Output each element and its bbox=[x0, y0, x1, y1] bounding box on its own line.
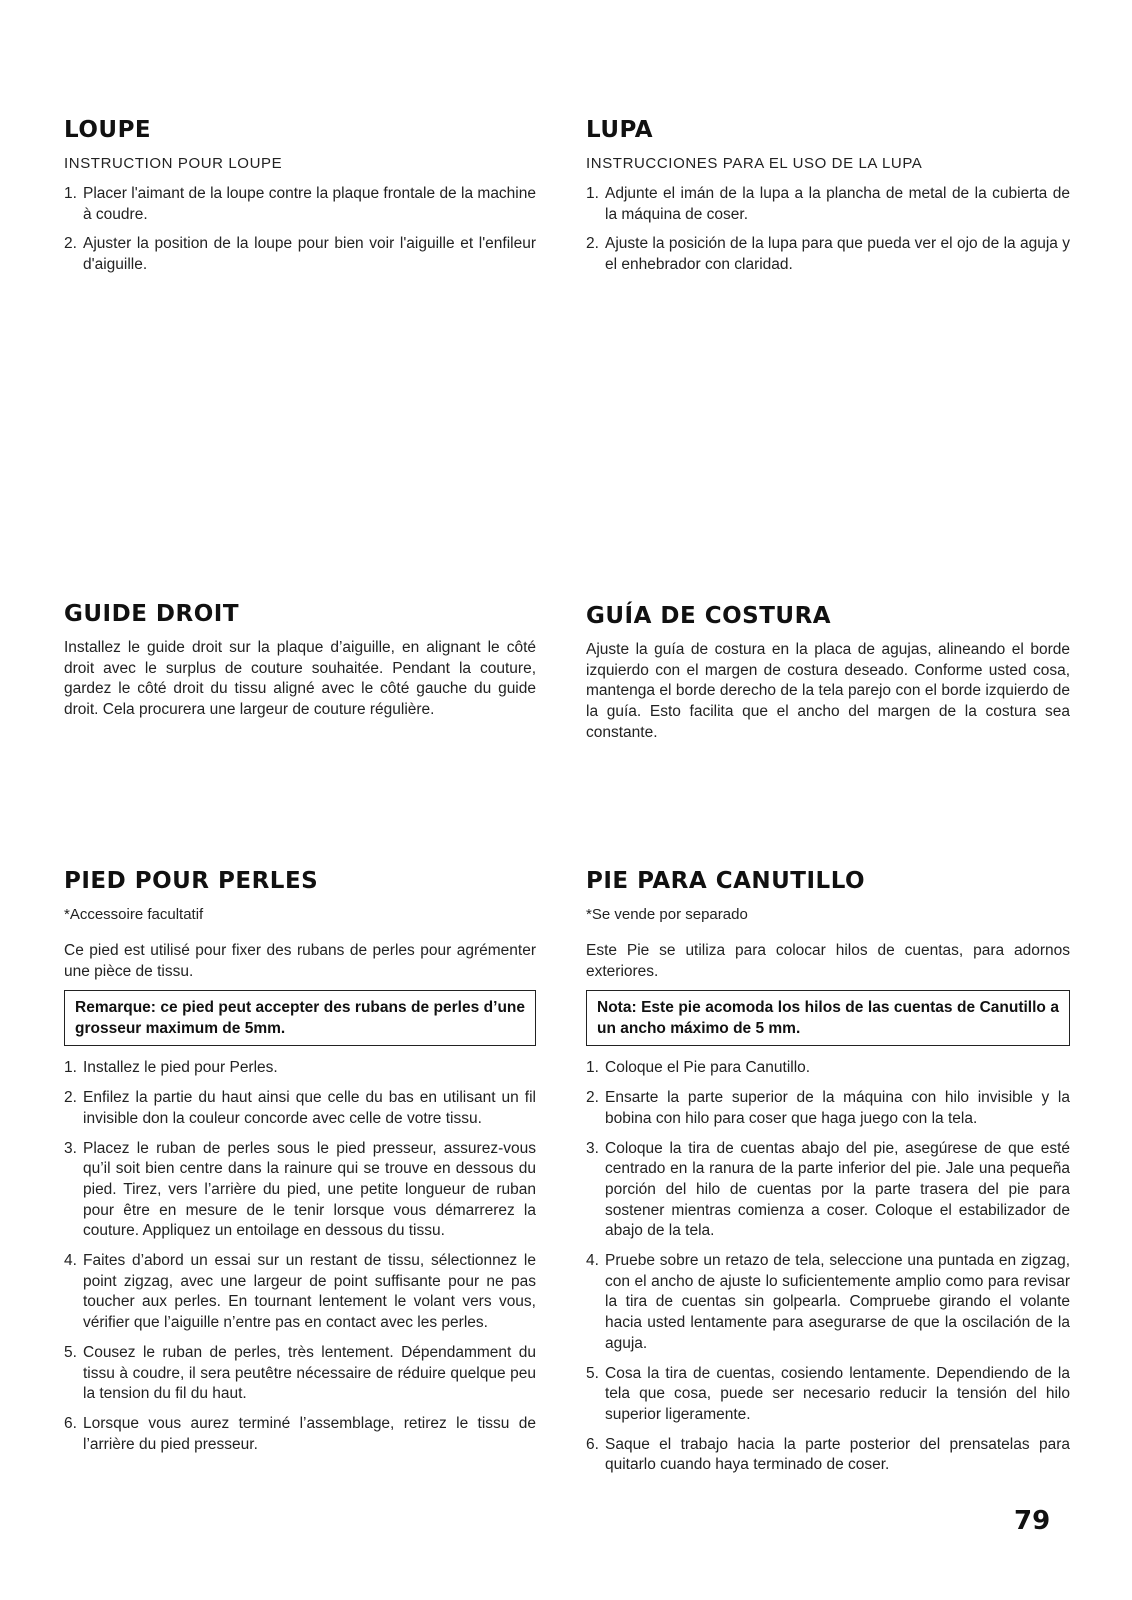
section-subtitle: *Accessoire facultatif bbox=[64, 906, 204, 923]
list-item: 6. Lorsque vous aurez terminé l’assemblage, retirez le tissu de l’arrière du pied presseur. bbox=[64, 1414, 536, 1453]
section-pie-canutillo bbox=[586, 867, 1070, 1485]
note-box: Nota: Este pie acomoda los hilos de las cuentas de Canutillo a un ancho máximo de 5 mm. bbox=[586, 990, 1070, 1046]
section-text: Installez le guide droit sur la plaque d’aiguille, en alignant le côté droit avec le surplus de couture souhaitée. Pendant la couture, gardez le côté droit du tissu aligné avec le côté gauche du guide droit. Cela procurera une largeur de couture régulière. bbox=[64, 639, 536, 719]
section-intro: Este Pie se utiliza para colocar hilos de cuentas, para adornos exteriores. bbox=[586, 942, 1070, 980]
section-title: GUIDE DROIT bbox=[64, 601, 240, 627]
list-item: 2. Ajuste la posición de la lupa para que pueda ver el ojo de la aguja y el enhebrador con claridad. bbox=[586, 235, 1070, 274]
section-subtitle: INSTRUCTION POUR LOUPE bbox=[64, 155, 283, 172]
section-title: PIED POUR PERLES bbox=[64, 868, 319, 894]
section-subtitle: INSTRUCCIONES PARA EL USO DE LA LUPA bbox=[586, 155, 923, 172]
list-item: 6. Saque el trabajo hacia la parte posterior del prensatelas para quitarlo cuando haya terminado de coser. bbox=[586, 1435, 1070, 1474]
list-item: 1. Placer l'aimant de la loupe contre la plaque frontale de la machine à coudre. bbox=[64, 185, 536, 223]
list-item: 4. Faites d’abord un essai sur un restant de tissu, sélectionnez le point zigzag, avec une largeur de point suffisante pour ne pas toucher aux perles. En tournant lentement le volant vers vous, vérifier que l’aiguille n’entre pas en contact avec les perles. bbox=[64, 1252, 536, 1332]
list-item: 5. Cousez le ruban de perles, très lentement. Dépendamment du tissu à coudre, il sera peutêtre nécessaire de réduire quelque peu la tension du fil du haut. bbox=[64, 1343, 536, 1403]
instruction-list bbox=[586, 184, 1070, 276]
section-guide-droit bbox=[64, 600, 536, 721]
list-item: 4. Pruebe sobre un retazo de tela, seleccione una puntada en zigzag, con el ancho de ajuste lo suficientemente amplio como para revisar la tira de cuentas sin golpearla. Compruebe girando el volante hacia usted lentamente para asegurarse de que la oscilación de la aguja. bbox=[586, 1252, 1070, 1352]
list-item: 2. Ensarte la parte superior de la máquina con hilo invisible y la bobina con hilo para coser que haga juego con la tela. bbox=[586, 1089, 1070, 1127]
list-item: 1. Installez le pied pour Perles. bbox=[64, 1059, 278, 1077]
instruction-list bbox=[64, 184, 536, 276]
section-guia-costura bbox=[586, 602, 1070, 744]
list-item: 1. Adjunte el imán de la lupa a la plancha de metal de la cubierta de la máquina de coser. bbox=[586, 185, 1070, 223]
list-item: 5. Cosa la tira de cuentas, cosiendo lentamente. Dependiendo de la tela que cosa, puede ser necesario reducir la tensión del hilo superior ligeramente. bbox=[586, 1364, 1070, 1423]
section-title: LUPA bbox=[586, 117, 654, 143]
list-item: 2. Enfilez la partie du haut ainsi que celle du bas en utilisant un fil invisible don la couleur concorde avec celle de votre tissu. bbox=[64, 1089, 536, 1127]
note-box: Remarque: ce pied peut accepter des rubans de perles d’une grosseur maximum de 5mm. bbox=[64, 990, 536, 1046]
section-title: LOUPE bbox=[64, 117, 152, 143]
section-lupa bbox=[586, 116, 1070, 285]
list-item: 2. Ajuster la position de la loupe pour bien voir l'aiguille et l'enfileur d'aiguille. bbox=[64, 235, 536, 274]
section-title: PIE PARA CANUTILLO bbox=[586, 868, 866, 894]
section-text: Ajuste la guía de costura en la placa de agujas, alineando el borde izquierdo con el margen de costura deseado. Conforme usted cosa, mantenga el borde derecho de la tela parejo con el borde izquierdo de la guía. Esto facilita que el ancho del margen de la costura sea constante. bbox=[586, 641, 1070, 741]
section-title: GUÍA DE COSTURA bbox=[586, 603, 832, 629]
page-number: 79 bbox=[1014, 1506, 1051, 1536]
list-item: 3. Placez le ruban de perles sous le pied presseur, assurez-vous qu’il soit bien centre dans la rainure qui se trouve en dessous du pied. Tirez, vers l’arrière du pied, une petite longueur de ruban pour être en mesure de le tenir lorsque vous démarrerez la couture. Appliquez un entoilage en dessous du tissu. bbox=[64, 1139, 536, 1240]
section-intro: Ce pied est utilisé pour fixer des rubans de perles pour agrémenter une pièce de tissu. bbox=[64, 942, 536, 980]
section-pied-perles bbox=[64, 867, 536, 1464]
instruction-list bbox=[586, 1058, 1070, 1476]
list-item: 1. Coloque el Pie para Canutillo. bbox=[586, 1059, 811, 1077]
list-item: 3. Coloque la tira de cuentas abajo del pie, asegúrese de que esté centrado en la ranura de la parte inferior del pie. Jale una pequeña porción del hilo de cuentas por la parte trasera del pie para sostener mientras comienza a coser. Coloque el estabilizador de abajo de la tela. bbox=[586, 1139, 1070, 1240]
section-subtitle: *Se vende por separado bbox=[586, 906, 748, 923]
section-loupe bbox=[64, 116, 536, 285]
instruction-list bbox=[64, 1058, 536, 1455]
